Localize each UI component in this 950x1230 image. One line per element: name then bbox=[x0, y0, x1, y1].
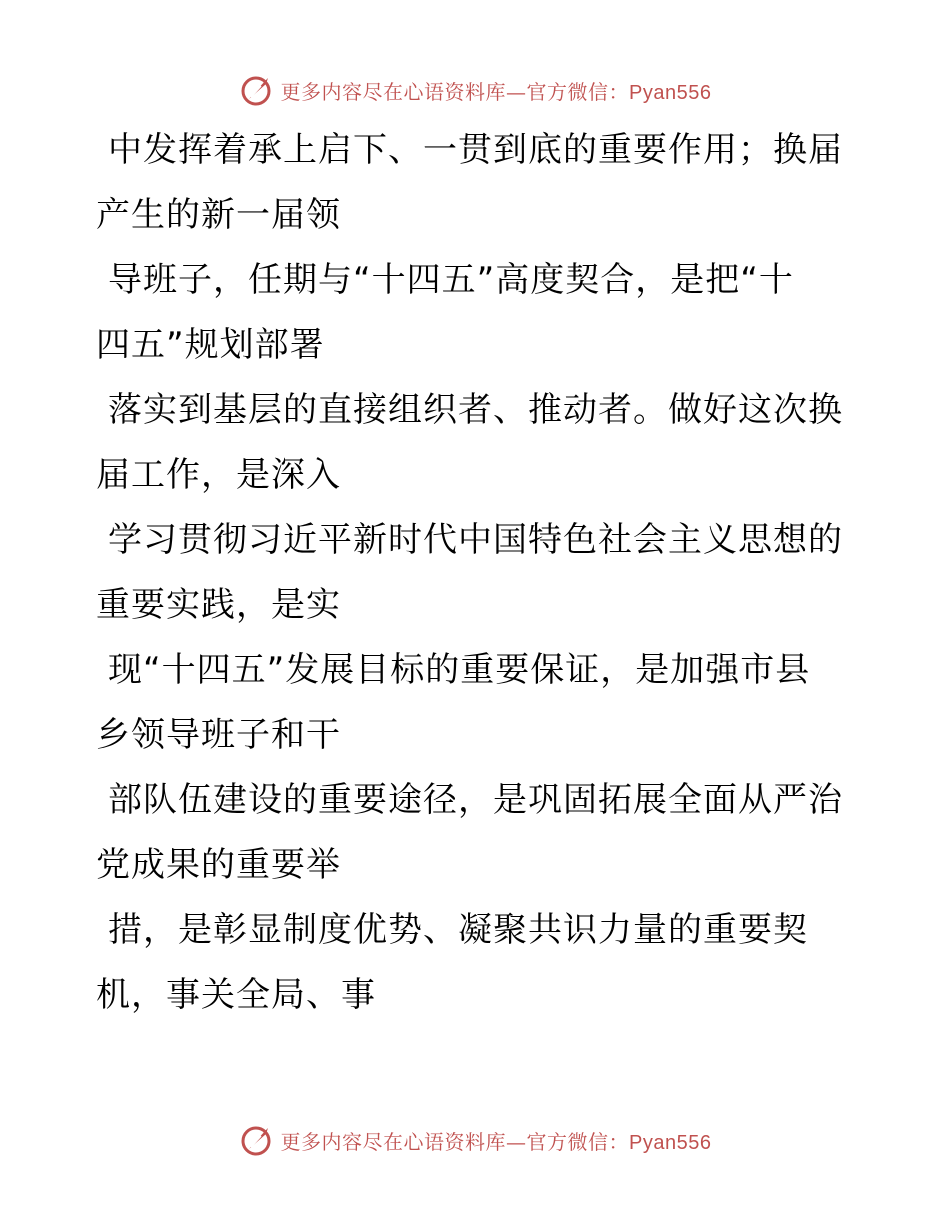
text-line: 中发挥着承上启下、一贯到底的重要作用；换届 bbox=[108, 130, 843, 170]
quill-pen-logo-icon bbox=[239, 1122, 275, 1158]
header-banner bbox=[0, 70, 950, 110]
site-name: 更多内容尽在心语资料库 bbox=[280, 1129, 507, 1154]
text-line: 现“十四五”发展目标的重要保证，是加强市县 bbox=[108, 650, 811, 690]
text-line: 措，是彰显制度优势、凝聚共识力量的重要契 bbox=[108, 910, 808, 950]
wechat-id: Pyan556 bbox=[629, 1131, 712, 1154]
wechat-label: 官方微信： bbox=[526, 1129, 630, 1154]
text-line: 落实到基层的直接组织者、推动者。做好这次换 bbox=[108, 390, 843, 430]
text-line: 届工作，是深入 bbox=[96, 455, 341, 495]
header-banner-text bbox=[281, 76, 712, 105]
footer-banner-text bbox=[281, 1126, 712, 1155]
text-line: 机，事关全局、事 bbox=[96, 975, 376, 1015]
document-body bbox=[96, 118, 843, 1028]
footer-banner bbox=[0, 1120, 950, 1160]
separator: — bbox=[506, 1129, 527, 1154]
text-line: 导班子，任期与“十四五”高度契合，是把“十 bbox=[108, 260, 794, 300]
text-line: 党成果的重要举 bbox=[96, 845, 341, 885]
text-line: 四五”规划部署 bbox=[96, 325, 325, 365]
text-line: 部队伍建设的重要途径，是巩固拓展全面从严治 bbox=[108, 780, 843, 820]
text-line: 产生的新一届领 bbox=[96, 195, 341, 235]
text-line: 重要实践，是实 bbox=[96, 585, 341, 625]
separator: — bbox=[506, 79, 527, 104]
quill-pen-logo-icon bbox=[239, 72, 275, 108]
site-name: 更多内容尽在心语资料库 bbox=[280, 79, 507, 104]
text-line: 学习贯彻习近平新时代中国特色社会主义思想的 bbox=[108, 520, 843, 560]
wechat-label: 官方微信： bbox=[526, 79, 630, 104]
text-line: 乡领导班子和干 bbox=[96, 715, 341, 755]
wechat-id: Pyan556 bbox=[629, 81, 712, 104]
